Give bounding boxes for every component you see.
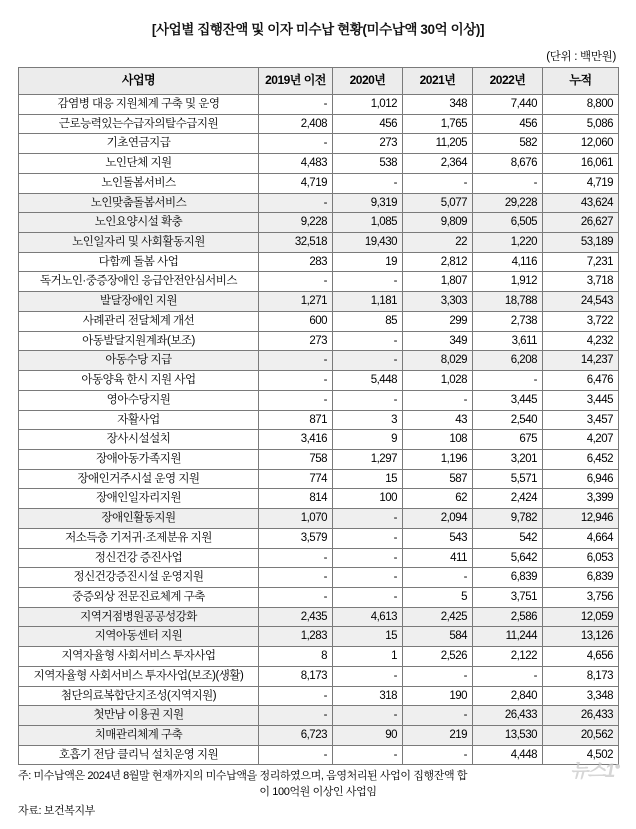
cell-value: 2,812 [403,252,473,272]
cell-value: 32,518 [259,233,333,253]
cell-value: 411 [403,548,473,568]
cell-program-name: 근로능력있는수급자의탈수급지원 [19,114,259,134]
cell-value: 1,912 [473,272,543,292]
cell-program-name: 노인일자리 및 사회활동지원 [19,233,259,253]
footnote-line-1: 주: 미수납액은 2024년 8월말 현재까지의 미수납액을 정리하였으며, 음영처리된 사업이 집행잔액 합 [18,770,468,783]
table-row [19,351,619,371]
cell-value: 8,029 [403,351,473,371]
cell-value: 8,676 [473,154,543,174]
cell-program-name: 자활사업 [19,410,259,430]
cell-value: - [333,509,403,529]
cell-value: 9,782 [473,509,543,529]
cell-value: - [333,390,403,410]
cell-value: 11,244 [473,627,543,647]
cell-program-name: 노인요양시설 확충 [19,213,259,233]
cell-value: 4,483 [259,154,333,174]
cell-value: 587 [403,469,473,489]
table-row [19,233,619,253]
cell-value: 3,445 [473,390,543,410]
cell-value: 8,800 [543,95,619,115]
cell-value: - [333,548,403,568]
cell-value: 6,053 [543,548,619,568]
cell-value: - [403,745,473,765]
cell-value: 43 [403,410,473,430]
table-row [19,607,619,627]
cell-value: 1,028 [403,371,473,391]
cell-value: 3,457 [543,410,619,430]
table-row [19,706,619,726]
cell-program-name: 아동양육 한시 지원 사업 [19,371,259,391]
cell-value: 12,946 [543,509,619,529]
table-row [19,114,619,134]
cell-program-name: 정신건강증진시설 운영지원 [19,568,259,588]
cell-value: 2,540 [473,410,543,430]
cell-value: 2,840 [473,686,543,706]
table-row [19,587,619,607]
cell-value: - [333,272,403,292]
cell-value: 3,399 [543,489,619,509]
cell-value: 1,181 [333,292,403,312]
cell-value: - [403,706,473,726]
table-row [19,430,619,450]
cell-value: - [403,666,473,686]
cell-value: 6,839 [473,568,543,588]
table-body [19,95,619,765]
cell-value: 542 [473,528,543,548]
cell-value: 4,116 [473,252,543,272]
column-header-2019: 2019년 이전 [259,68,333,95]
cell-program-name: 노인맞춤돌봄서비스 [19,193,259,213]
cell-value: 26,627 [543,213,619,233]
footnote-line-2: 이 100억원 이상인 사업임 [259,785,377,798]
cell-value: 24,543 [543,292,619,312]
cell-value: 90 [333,726,403,746]
cell-value: - [333,528,403,548]
cell-value: 2,526 [403,647,473,667]
table-row [19,726,619,746]
cell-value: 19 [333,252,403,272]
cell-value: - [259,587,333,607]
cell-value: 814 [259,489,333,509]
cell-program-name: 노인단체 지원 [19,154,259,174]
cell-value: - [333,666,403,686]
table-row [19,252,619,272]
cell-value: 4,448 [473,745,543,765]
table-row [19,568,619,588]
cell-program-name: 첫만남 이용권 지원 [19,706,259,726]
source-label: 자료: 보건복지부 [18,805,95,818]
cell-value: - [259,548,333,568]
cell-value: 4,656 [543,647,619,667]
cell-value: 2,408 [259,114,333,134]
cell-value: - [333,568,403,588]
table-row [19,489,619,509]
watermark [570,756,620,783]
cell-value: 1,085 [333,213,403,233]
cell-value: 6,208 [473,351,543,371]
cell-value: 16,061 [543,154,619,174]
cell-value: 4,502 [543,745,619,765]
cell-value: - [333,351,403,371]
cell-value: 3,416 [259,430,333,450]
cell-program-name: 지역아동센터 지원 [19,627,259,647]
table-row [19,509,619,529]
cell-value: - [259,272,333,292]
cell-program-name: 장애인거주시설 운영 지원 [19,469,259,489]
cell-value: 22 [403,233,473,253]
cell-value: 5,086 [543,114,619,134]
cell-value: 7,231 [543,252,619,272]
cell-value: - [473,666,543,686]
cell-value: - [259,706,333,726]
cell-value: 3,722 [543,311,619,331]
cell-value: 6,452 [543,449,619,469]
table-row [19,154,619,174]
cell-value: 100 [333,489,403,509]
cell-value: 53,189 [543,233,619,253]
cell-value: 3,579 [259,528,333,548]
table-row [19,95,619,115]
cell-program-name: 발달장애인 지원 [19,292,259,312]
cell-program-name: 노인돌봄서비스 [19,173,259,193]
cell-program-name: 장사시설설치 [19,430,259,450]
cell-program-name: 기초연금지급 [19,134,259,154]
cell-program-name: 장애인활동지원 [19,509,259,529]
cell-value: 6,723 [259,726,333,746]
cell-value: - [259,95,333,115]
table-row [19,528,619,548]
cell-program-name: 저소득층 기저귀·조제분유 지원 [19,528,259,548]
table-row [19,213,619,233]
cell-value: 9,809 [403,213,473,233]
cell-value: 14,237 [543,351,619,371]
table-row [19,331,619,351]
cell-value: 1,283 [259,627,333,647]
cell-value: - [259,371,333,391]
cell-value: 584 [403,627,473,647]
cell-value: 538 [333,154,403,174]
table-row [19,686,619,706]
column-header-2021: 2021년 [403,68,473,95]
cell-value: 6,476 [543,371,619,391]
cell-value: 85 [333,311,403,331]
table-row [19,390,619,410]
watermark-dot-icon: ● [614,760,620,773]
cell-value: 5,077 [403,193,473,213]
table-row [19,311,619,331]
cell-program-name: 아동수당 지급 [19,351,259,371]
cell-value: 1 [333,647,403,667]
cell-value: 5 [403,587,473,607]
cell-value: - [333,331,403,351]
unit-label: (단위 : 백만원) [546,51,616,63]
cell-value: - [259,686,333,706]
cell-value: - [259,568,333,588]
column-header-2022: 2022년 [473,68,543,95]
cell-program-name: 장애인일자리지원 [19,489,259,509]
table-row [19,666,619,686]
cell-value: 219 [403,726,473,746]
cell-value: 6,946 [543,469,619,489]
cell-value: - [259,745,333,765]
cell-value: 8,173 [259,666,333,686]
table-row [19,134,619,154]
cell-value: 5,571 [473,469,543,489]
cell-value: 11,205 [403,134,473,154]
cell-value: 6,505 [473,213,543,233]
cell-program-name: 장애아동가족지원 [19,449,259,469]
cell-value: 675 [473,430,543,450]
cell-value: - [259,193,333,213]
cell-value: 2,586 [473,607,543,627]
cell-program-name: 지역거점병원공공성강화 [19,607,259,627]
cell-value: 3,756 [543,587,619,607]
cell-program-name: 중증외상 전문진료체계 구축 [19,587,259,607]
cell-value: 283 [259,252,333,272]
cell-value: 9,228 [259,213,333,233]
cell-value: 758 [259,449,333,469]
cell-value: 348 [403,95,473,115]
cell-value: 18,788 [473,292,543,312]
cell-value: 1,807 [403,272,473,292]
cell-value: 26,433 [543,706,619,726]
cell-value: 600 [259,311,333,331]
cell-value: 5,642 [473,548,543,568]
cell-value: - [403,568,473,588]
table-row [19,371,619,391]
cell-value: 5,448 [333,371,403,391]
table-row [19,173,619,193]
cell-program-name: 지역자율형 사회서비스 투자사업 [19,647,259,667]
cell-value: 15 [333,469,403,489]
table-row [19,193,619,213]
cell-value: - [333,587,403,607]
cell-value: 2,738 [473,311,543,331]
cell-value: 13,126 [543,627,619,647]
cell-value: 1,765 [403,114,473,134]
cell-value: - [259,390,333,410]
cell-value: 299 [403,311,473,331]
column-header-name: 사업명 [19,68,259,95]
cell-program-name: 지역자율형 사회서비스 투자사업(보조)(생활) [19,666,259,686]
cell-value: 4,719 [259,173,333,193]
cell-value: 12,059 [543,607,619,627]
cell-value: 26,433 [473,706,543,726]
cell-value: 4,613 [333,607,403,627]
cell-value: 2,122 [473,647,543,667]
table-row [19,548,619,568]
cell-value: 9,319 [333,193,403,213]
cell-value: 349 [403,331,473,351]
cell-value: 12,060 [543,134,619,154]
cell-value: 3,201 [473,449,543,469]
cell-value: - [473,371,543,391]
cell-value: 582 [473,134,543,154]
cell-value: 2,094 [403,509,473,529]
cell-value: - [403,173,473,193]
cell-program-name: 치매관리체계 구축 [19,726,259,746]
cell-value: 456 [473,114,543,134]
table-header-row [19,68,619,95]
table-row [19,745,619,765]
data-table [18,67,619,765]
cell-value: - [333,706,403,726]
cell-value: 3,348 [543,686,619,706]
cell-value: 4,232 [543,331,619,351]
cell-value: 456 [333,114,403,134]
cell-value: 29,228 [473,193,543,213]
cell-value: 6,839 [543,568,619,588]
cell-value: 3,445 [543,390,619,410]
cell-value: 1,070 [259,509,333,529]
cell-value: 318 [333,686,403,706]
cell-value: - [333,745,403,765]
table-header [19,68,619,95]
footnote [18,769,618,800]
cell-value: 4,719 [543,173,619,193]
cell-value: 8,173 [543,666,619,686]
cell-value: 19,430 [333,233,403,253]
table-row [19,272,619,292]
cell-value: 9 [333,430,403,450]
cell-value: 273 [259,331,333,351]
table-row [19,469,619,489]
cell-program-name: 아동발달지원계좌(보조) [19,331,259,351]
cell-value: 3,303 [403,292,473,312]
cell-value: 3 [333,410,403,430]
cell-value: 774 [259,469,333,489]
cell-value: 13,530 [473,726,543,746]
table-row [19,410,619,430]
cell-value: 15 [333,627,403,647]
cell-value: - [473,173,543,193]
cell-value: - [259,351,333,371]
cell-value: 273 [333,134,403,154]
cell-value: 62 [403,489,473,509]
cell-program-name: 영아수당지원 [19,390,259,410]
cell-program-name: 첨단의료복합단지조성(지역지원) [19,686,259,706]
cell-value: 108 [403,430,473,450]
watermark-text: 뉴스1 [570,761,615,782]
page-title: [사업별 집행잔액 및 이자 미수납 현황(미수납액 30억 이상)] [151,22,485,37]
cell-program-name: 정신건강 증진사업 [19,548,259,568]
column-header-total: 누적 [543,68,619,95]
cell-value: 1,220 [473,233,543,253]
cell-value: - [403,390,473,410]
cell-value: - [333,173,403,193]
cell-value: 543 [403,528,473,548]
cell-value: 8 [259,647,333,667]
table-row [19,292,619,312]
table-row [19,647,619,667]
cell-value: 2,424 [473,489,543,509]
cell-value: 3,718 [543,272,619,292]
cell-value: 4,207 [543,430,619,450]
table-row [19,449,619,469]
cell-value: 1,297 [333,449,403,469]
cell-value: 7,440 [473,95,543,115]
column-header-2020: 2020년 [333,68,403,95]
cell-value: 2,435 [259,607,333,627]
cell-value: 871 [259,410,333,430]
cell-value: - [259,134,333,154]
cell-value: 190 [403,686,473,706]
cell-value: 4,664 [543,528,619,548]
cell-value: 2,364 [403,154,473,174]
cell-value: 20,562 [543,726,619,746]
cell-value: 2,425 [403,607,473,627]
table-row [19,627,619,647]
cell-program-name: 사례관리 전달체계 개선 [19,311,259,331]
cell-program-name: 다함께 돌봄 사업 [19,252,259,272]
cell-value: 3,611 [473,331,543,351]
cell-program-name: 감염병 대응 지원체계 구축 및 운영 [19,95,259,115]
cell-value: 43,624 [543,193,619,213]
cell-program-name: 호흡기 전담 클리닉 설치운영 지원 [19,745,259,765]
cell-program-name: 독거노인·중증장애인 응급안전안심서비스 [19,272,259,292]
cell-value: 1,012 [333,95,403,115]
cell-value: 1,271 [259,292,333,312]
cell-value: 3,751 [473,587,543,607]
cell-value: 1,196 [403,449,473,469]
